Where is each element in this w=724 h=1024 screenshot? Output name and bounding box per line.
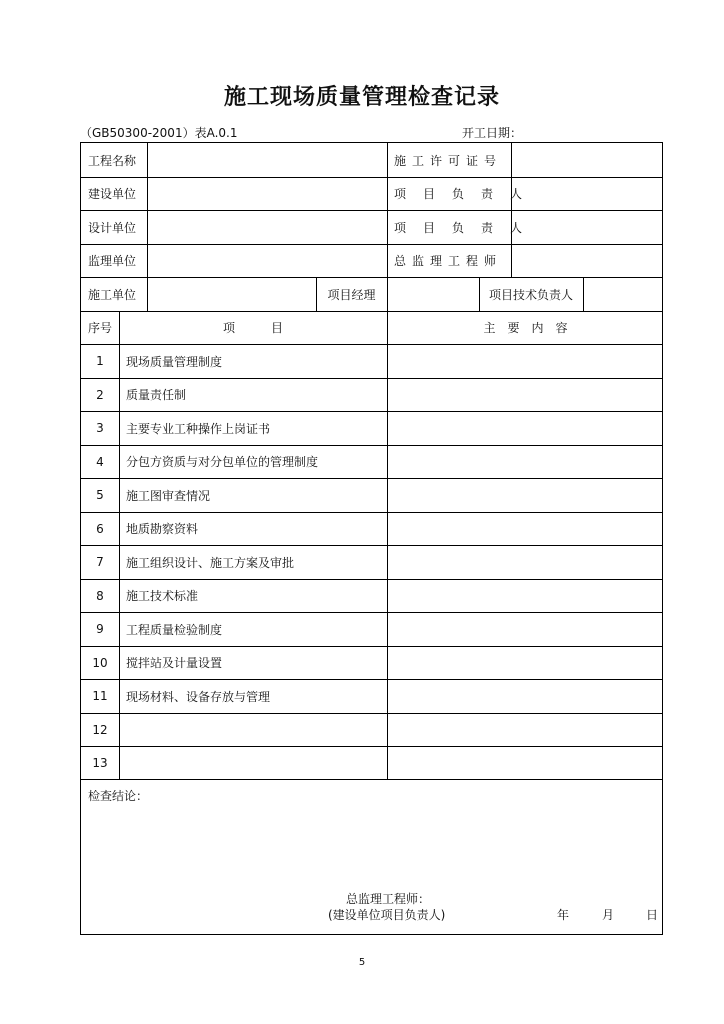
label-project-name: 工程名称 — [88, 153, 137, 168]
label-chief-supervisor: 总监理工程师 — [394, 254, 503, 268]
row-number: 8 — [96, 588, 104, 603]
field-design-project-leader[interactable] — [511, 210, 664, 244]
label-owner-project-leader: 项目负责人 — [394, 187, 540, 201]
start-date-label: 开工日期： — [462, 126, 523, 140]
row-number: 7 — [96, 555, 104, 569]
row-number: 11 — [92, 689, 108, 703]
label-construction-permit: 施工许可证号 — [394, 153, 503, 168]
header-item: 项 目 — [222, 321, 283, 335]
chief-supervisor-signature-label: 总监理工程师： — [346, 892, 431, 906]
field-owner-unit[interactable] — [147, 177, 387, 210]
row-item: 分包方资质与对分包单位的管理制度 — [126, 455, 319, 469]
document-title: 施工现场质量管理检查记录 — [223, 85, 500, 110]
row-content-field[interactable] — [387, 378, 664, 411]
year-label: 年 — [557, 908, 570, 922]
owner-leader-signature-label: (建设单位项目负责人) — [328, 908, 446, 922]
row-content-field[interactable] — [387, 713, 664, 746]
row-content-field[interactable] — [387, 545, 664, 579]
row-item[interactable] — [119, 746, 387, 779]
row-content-field[interactable] — [387, 344, 664, 378]
row-item: 地质勘察资料 — [126, 522, 199, 536]
standard-reference: （GB50300-2001）表A.0.1 — [80, 126, 238, 140]
row-number: 1 — [96, 354, 104, 368]
label-supervision-unit: 监理单位 — [88, 254, 137, 268]
label-design-unit: 设计单位 — [88, 220, 137, 235]
field-project-manager[interactable] — [387, 277, 479, 311]
header-seq: 序号 — [87, 321, 112, 335]
row-item: 搅拌站及计量设置 — [126, 656, 223, 670]
field-design-unit[interactable] — [147, 210, 387, 244]
month-label: 月 — [602, 908, 615, 922]
row-number: 6 — [96, 521, 104, 536]
label-owner-unit: 建设单位 — [88, 187, 137, 201]
row-number: 3 — [96, 421, 104, 435]
row-item: 现场材料、设备存放与管理 — [126, 689, 271, 704]
field-project-name[interactable] — [147, 143, 387, 177]
row-content-field[interactable] — [387, 411, 664, 445]
label-design-project-leader: 项目负责人 — [394, 220, 540, 235]
row-item: 工程质量检验制度 — [126, 622, 223, 637]
field-construction-permit[interactable] — [511, 143, 664, 177]
row-number: 2 — [96, 387, 104, 402]
row-item[interactable] — [119, 713, 387, 746]
row-number: 4 — [96, 454, 104, 469]
row-item: 施工技术标准 — [126, 589, 199, 603]
label-contractor-unit: 施工单位 — [88, 287, 137, 302]
row-number: 10 — [92, 655, 108, 670]
row-number: 9 — [96, 622, 104, 636]
field-supervision-unit[interactable] — [147, 244, 387, 277]
row-content-field[interactable] — [387, 579, 664, 612]
row-content-field[interactable] — [387, 445, 664, 478]
page-number: 5 — [358, 957, 366, 968]
inspection-form — [80, 142, 663, 935]
row-item: 质量责任制 — [126, 388, 187, 402]
row-content-field[interactable] — [387, 512, 664, 545]
row-content-field[interactable] — [387, 478, 664, 512]
day-label: 日 — [646, 908, 659, 922]
row-number: 12 — [92, 722, 108, 737]
header-content: 主 要 内 容 — [483, 321, 568, 335]
row-item: 现场质量管理制度 — [126, 354, 223, 369]
row-item: 施工组织设计、施工方案及审批 — [126, 555, 295, 570]
row-content-field[interactable] — [387, 612, 664, 646]
row-item: 主要专业工种操作上岗证书 — [126, 421, 271, 436]
conclusion-label: 检查结论： — [88, 789, 149, 803]
row-content-field[interactable] — [387, 646, 664, 679]
row-content-field[interactable] — [387, 746, 664, 779]
label-project-manager: 项目经理 — [327, 287, 376, 302]
row-number: 5 — [96, 488, 104, 502]
row-number: 13 — [92, 755, 108, 770]
field-chief-supervisor[interactable] — [511, 244, 664, 277]
row-item: 施工图审查情况 — [126, 488, 211, 503]
field-technical-leader[interactable] — [583, 277, 664, 311]
label-technical-leader: 项目技术负责人 — [488, 287, 573, 302]
row-content-field[interactable] — [387, 679, 664, 713]
field-contractor-unit[interactable] — [147, 277, 316, 311]
field-owner-project-leader[interactable] — [511, 177, 664, 210]
